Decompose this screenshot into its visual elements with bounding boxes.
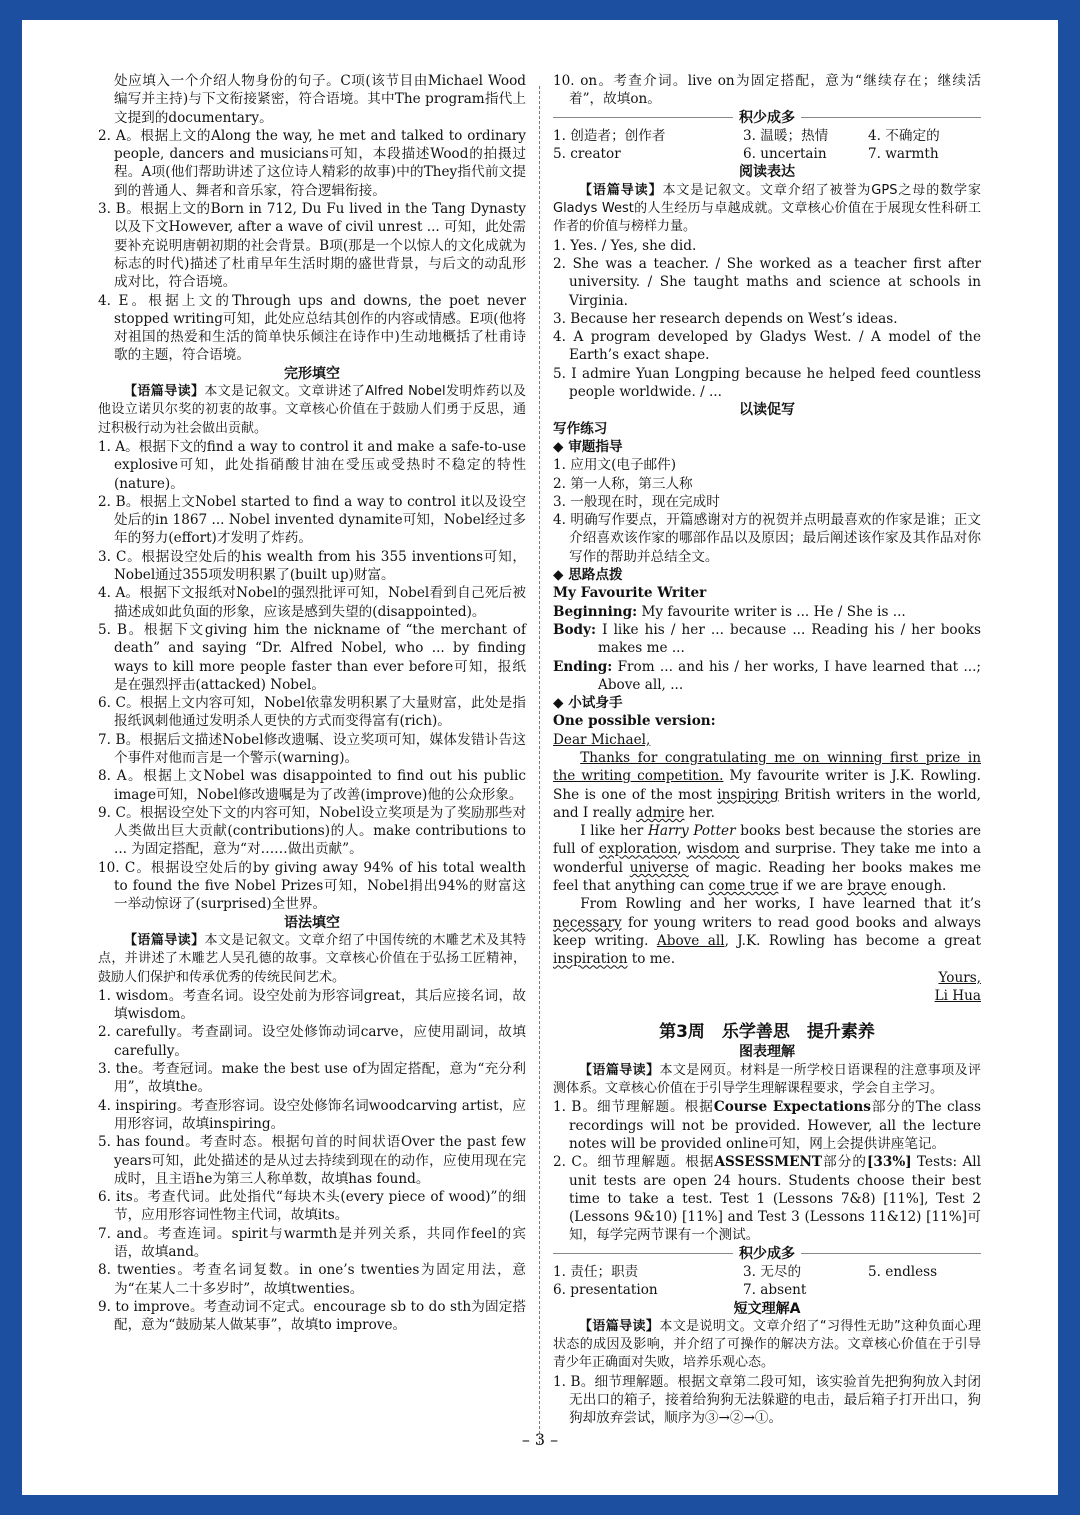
answer-item: 3. the。考查冠词。make the best use of为固定搭配，意为“充分利用”，故填the。 [98, 1061, 526, 1096]
answer-item: 4. A。根据下文报纸对Nobel的强烈批评可知，Nobel看到自己死后被描述成如此负面的形象，应该是感到失望的(disappointed)。 [98, 585, 526, 620]
subsection-label: 审题指导 [568, 438, 623, 455]
letter-span: My favourite writer is J.K. Rowling. She is one of the most [553, 768, 981, 803]
vocab-grid [553, 127, 981, 164]
outline-row [553, 658, 981, 695]
section-title-short: 短文理解A [733, 1300, 801, 1317]
text-guide [98, 932, 526, 987]
answer-item [553, 1098, 981, 1153]
audit-item: 3. 一般现在时，现在完成时 [553, 493, 720, 510]
answer-item: 2. B。根据上文Nobel started to find a way to control it以及设空处后的in 1867 ... Nobel invented dynamite可知，Nobel经过多年的努力(effort)才发明了炸药。 [98, 493, 526, 547]
answer-item: 5. has found。考查时态。根据句首的时间状语Over the past few years可知，此处描述的是从过去持续到现在的动作，应使用现在完成时，且主语he为第三人称单数，故填has found。 [98, 1134, 526, 1187]
subsection-ideas [553, 566, 981, 584]
section-title-writing: 以读促写 [739, 402, 795, 419]
section-title-expression: 阅读表达 [739, 164, 795, 181]
section-title-cloze: 完形填空 [284, 365, 340, 382]
answer-span: 部分的 [822, 1154, 867, 1171]
audit-item: 1. 应用文(电子邮件) [553, 457, 677, 474]
guide-text: 本文是说明文。文章介绍了“习得性无助”这种负面心理状态的成因及影响，并介绍了可操作的解决方法。文章核心价值在于引导青少年正确面对失败，培养乐观心态。 [553, 1318, 981, 1371]
answer-item: 1. B。细节理解题。根据文章第二段可知，该实验首先把狗狗放入封闭无出口的箱子，接着给狗狗无法躲避的电击，最后箱子打开出口，狗狗却放弃尝试，顺序为③→②→①。 [553, 1373, 981, 1427]
letter-span: of magic. Reading her books makes me feel that anything can [553, 859, 981, 895]
vocab-item: 5. creator [553, 146, 621, 163]
answer-span: 部分的The class recordings will not be provided. However, all the lecture notes will be provided online可知，网上会提供讲座笔记。 [569, 1099, 982, 1152]
audit-item: 4. 明确写作要点，开篇感谢对方的祝贺并点明最喜欢的作家是谁；正文介绍喜欢该作家的哪部作品以及原因；最后阐述该作家及其作品对你写作的帮助并总结全文。 [553, 512, 981, 565]
text-guide [553, 1062, 981, 1099]
answer-item: 3. C。根据设空处后的his wealth from his 355 inventions可知，Nobel通过355项发明积累了(built up)财富。 [98, 548, 526, 584]
outline-title: My Favourite Writer [553, 585, 707, 602]
answer-span: [33%] [866, 1154, 912, 1171]
answer-item: 6. C。根据上文内容可知，Nobel依靠发明积累了大量财富，此处是指报纸讽刺他通过发明杀人更快的方式而变得富有(rich)。 [98, 695, 526, 730]
text-guide [98, 383, 526, 438]
answer-item [553, 1153, 981, 1244]
answer-item: 2. A。根据上文的Along the way, he met and talked to ordinary people, dancers and musicians可知，本段描述Wood的拍摄过程。A项(他们帮助讲述了这位诗人精彩的故事)中的They指代前文提到的普通人、舞者和音乐家，符合逻辑衔接。 [98, 127, 526, 199]
diamond-icon: ◆ [553, 438, 564, 455]
answer-item: 1. wisdom。考查名词。设空处前为形容词great，其后应接名词，故填wisdom。 [98, 987, 526, 1023]
outline-text: My favourite writer is ... He / She is ... [641, 603, 906, 620]
letter-span: if we are [778, 878, 848, 895]
letter-span: admire [635, 804, 685, 821]
outline-label: Beginning: [553, 603, 638, 620]
guide-label: 【语篇导读】 [124, 384, 205, 400]
vocab-item: 7. warmth [868, 146, 939, 163]
salutation-text: Dear Michael, [553, 731, 651, 748]
subsection-label: 小试身手 [568, 695, 623, 712]
vocab-item: 5. endless [868, 1264, 938, 1280]
guide-text: 本文是网页。材料是一所学校日语课程的注意事项及评测体系。文章核心价值在于引导学生理解课程要求，学会自主学习。 [553, 1062, 981, 1097]
subsection-label: 思路点拨 [568, 567, 623, 584]
section-title-text: 积少成多 [733, 1246, 801, 1262]
section-title-chart: 图表理解 [739, 1044, 795, 1061]
letter-span: enough. [886, 878, 947, 895]
outline-text: From ... and his / her works, I have learned that ...; Above all, ... [598, 658, 981, 693]
letter-span: Thanks for congratulating me on winning first prize in the writing competition. [553, 749, 981, 785]
letter-span: universe [629, 859, 689, 876]
answer-item: 3. B。根据上文的Born in 712, Du Fu lived in the Tang Dynasty以及下文However, after a wave of civil unrest ... 可知，此处需要补充说明唐朝初期的社会背景。B项(那是一个以惊人的文化成就为标志的时代)描述了杜甫早年生活时期的盛世背景，与后文的动乱形成对比，符合语境。 [98, 201, 526, 291]
letter-span: brave [847, 878, 887, 895]
vocab-item: 4. 不确定的 [868, 127, 940, 144]
letter-span: books best because the stories are full of [553, 823, 981, 858]
answer-item: 5. B。根据下文giving him the nickname of “the merchant of death” and saying “Dr. Alfred Nobel, who ... by finding ways to kill more people faster than ever before可知，报纸是在强烈抨击(attacked) Nobel。 [98, 621, 526, 693]
letter-span: exploration [598, 841, 678, 858]
subsection-try [553, 694, 981, 712]
guide-label: 【语篇导读】 [124, 932, 205, 948]
answer-item: 6. its。考查代词。此处指代“每块木头(every piece of wood)”的细节，应用形容词性物主代词，故填its。 [98, 1189, 526, 1224]
subsection-practice: 写作练习 [553, 420, 608, 437]
answer-item: 8. A。根据上文Nobel was disappointed to find out his public image可知，Nobel修改遗嘱是为了改善(improve)他的公众形象。 [98, 768, 526, 803]
letter-span: to me. [627, 951, 676, 968]
guide-text: 本文是记叙文。文章介绍了中国传统的木雕艺术及其特点，并讲述了木雕艺人吴孔德的故事。文章核心价值在于弘扬工匠精神，鼓励人们保护和传承优秀的传统民间艺术。 [98, 932, 526, 985]
answer-item: 10. C。根据设空处后的by giving away 94% of his total wealth to found the five Nobel Prizes可知，Nobel捐出94%的财富这一举动惊讶了(surprised)全世界。 [98, 859, 526, 913]
section-title-accumulate [553, 109, 981, 127]
answer-span: Course Expectations [713, 1099, 871, 1116]
answer-item: 4. E。根据上文的Through ups and downs, the poet never stopped writing可知，此处应总结其创作的内容或情感。E项(他将对祖国的热爱和生活的简单快乐倾注在诗作中)生动地概括了杜甫诗歌的主题，符合语境。 [98, 292, 526, 364]
answer-item: 8. twenties。考查名词复数。in one’s twenties为固定用法，意为“在某人二十多岁时”，故填twenties。 [98, 1262, 526, 1297]
outline-row [553, 621, 981, 658]
letter-span: her. [684, 804, 715, 821]
paragraph: 处应填入一个介绍人物身份的句子。C项(该节目由Michael Wood编写并主持)与下文衔接紧密，符合语境。其中The program指代上文提到的documentary。 [114, 73, 526, 126]
letter-signature [553, 987, 981, 1005]
outline-label: Body: [553, 621, 596, 638]
letter-span: and surprise. They take me into a wonderful [553, 841, 981, 876]
audit-item: 2. 第一人称，第三人称 [553, 475, 693, 492]
letter-paragraph [553, 749, 981, 822]
right-column [553, 72, 981, 1428]
section-title-accumulate [553, 1245, 981, 1263]
answer-item: 1. Yes. / Yes, she did. [553, 237, 697, 254]
answer-span: Tests: All unit tests are open 24 hours. Students choose their best time to take a test. Test 1 (Lessons 7&8) [11%], Test 2 (Lessons 9&10) [11%] and Test 3 (Lessons 11&12) [11%]可知，每学完两节课有一个测试。 [569, 1154, 981, 1244]
letter-span: come true [708, 878, 779, 895]
answer-item: 7. and。考查连词。spirit与warmth是并列关系，共同作feel的宾语，故填and。 [98, 1225, 526, 1260]
letter-span: From Rowling and her works, I have learned that it’s [580, 896, 981, 913]
letter-span: inspiring [717, 786, 779, 803]
outline-text: I like his / her ... because ... Reading his / her books makes me ... [598, 621, 981, 657]
vocab-item [868, 1281, 981, 1299]
signature-text: Li Hua [934, 987, 981, 1004]
outline-row [553, 603, 981, 621]
text-guide [553, 182, 981, 237]
guide-label: 【语篇导读】 [579, 1062, 660, 1078]
letter-span: for young writers to read good books and always keep writing. [553, 914, 981, 949]
answer-span: 2. C。细节理解题。根据 [553, 1154, 715, 1171]
guide-label: 【语篇导读】 [579, 182, 663, 198]
answer-item: 2. She was a teacher. / She worked as a teacher first after university. / She taught maths and science at schools in Virginia. [553, 255, 981, 309]
answer-item: 4. A program developed by Gladys West. / A model of the Earth’s exact shape. [553, 329, 981, 364]
answer-item: 4. inspiring。考查形容词。设空处修饰名词woodcarving artist，应用形容词，故填inspiring。 [98, 1097, 526, 1132]
letter-paragraph [553, 895, 981, 968]
letter-salutation [553, 731, 981, 749]
letter-span: wisdom [686, 841, 740, 858]
vocab-item: 6. presentation [553, 1282, 658, 1299]
letter-closing [553, 969, 981, 987]
closing-text: Yours, [938, 969, 981, 986]
version-label: One possible version: [553, 713, 716, 730]
letter-span: Above all [656, 932, 725, 949]
subsection-audit [553, 438, 981, 456]
letter-span: inspiration [553, 951, 628, 968]
vocab-item: 6. uncertain [743, 146, 827, 163]
answer-item: 2. carefully。考查副词。设空处修饰动词carve，应使用副词，故填carefully。 [98, 1024, 526, 1059]
column-divider [539, 86, 540, 1444]
answer-item: 5. I admire Yuan Longping because he helped feed countless people worldwide. / ... [553, 365, 981, 401]
guide-label: 【语篇导读】 [579, 1318, 660, 1334]
letter-paragraph [553, 822, 981, 895]
letter-span: I like her [580, 823, 648, 840]
answer-item: 3. Because her research depends on West’s ideas. [553, 310, 898, 327]
vocab-item: 3. 无尽的 [743, 1264, 802, 1280]
letter-span: necessary [553, 914, 622, 931]
week-title: 第3周 乐学善思 提升素养 [659, 1022, 875, 1043]
left-column [98, 72, 526, 1334]
answer-item: 9. C。根据设空处下文的内容可知，Nobel设立奖项是为了奖励那些对人类做出巨大贡献(contributions)的人。make contributions to ... 为固定搭配，意为“对……做出贡献”。 [98, 804, 526, 858]
answer-span: ASSESSMENT [714, 1154, 823, 1171]
vocab-item: 7. absent [743, 1282, 807, 1299]
diamond-icon: ◆ [553, 567, 564, 584]
section-title-grammar: 语法填空 [284, 914, 340, 931]
answer-item: 9. to improve。考查动词不定式。encourage sb to do sth为固定搭配，意为“鼓励某人做某事”，故填to improve。 [98, 1298, 526, 1334]
letter-span: , J.K. Rowling has become a great [724, 932, 981, 949]
vocab-item: 3. 温暖；热情 [743, 127, 829, 144]
vocab-grid [553, 1263, 981, 1300]
answer-item: 1. A。根据下文的find a way to control it and make a safe-to-use explosive可知，此处指硝酸甘油在受压或受热时不稳定的特性(nature)。 [98, 438, 526, 492]
vocab-item: 1. 创造者；创作者 [553, 127, 666, 144]
answer-item: 10. on。考查介词。live on为固定搭配，意为“继续存在；继续活着”，故填on。 [553, 73, 981, 108]
page-number: – 3 – [521, 1430, 559, 1449]
answer-span: 1. B。细节理解题。根据 [553, 1099, 714, 1116]
answer-item: 7. B。根据后文描述Nobel修改遗嘱、设立奖项可知，媒体发错讣告这个事件对他而言是一个警示(warning)。 [98, 731, 526, 766]
section-title-text: 积少成多 [733, 110, 801, 126]
guide-text: 本文是记叙文。文章讲述了Alfred Nobel发明炸药以及他设立诺贝尔奖的初衷的故事。文章核心价值在于鼓励人们勇于反思，通过积极行动为社会做出贡献。 [98, 384, 526, 436]
letter-span: British writers in the world, and I really [553, 786, 981, 821]
letter-span: , [677, 841, 687, 858]
text-guide [553, 1318, 981, 1373]
guide-text: 本文是记叙文。文章介绍了被誉为GPS之母的数学家Gladys West的人生经历与卓越成就。文章核心价值在于展现女性科研工作者的价值与榜样力量。 [553, 182, 981, 235]
vocab-item: 1. 责任；职责 [553, 1264, 639, 1280]
letter-span: Harry Potter [647, 823, 736, 840]
outline-label: Ending: [553, 658, 613, 675]
diamond-icon: ◆ [553, 695, 564, 712]
